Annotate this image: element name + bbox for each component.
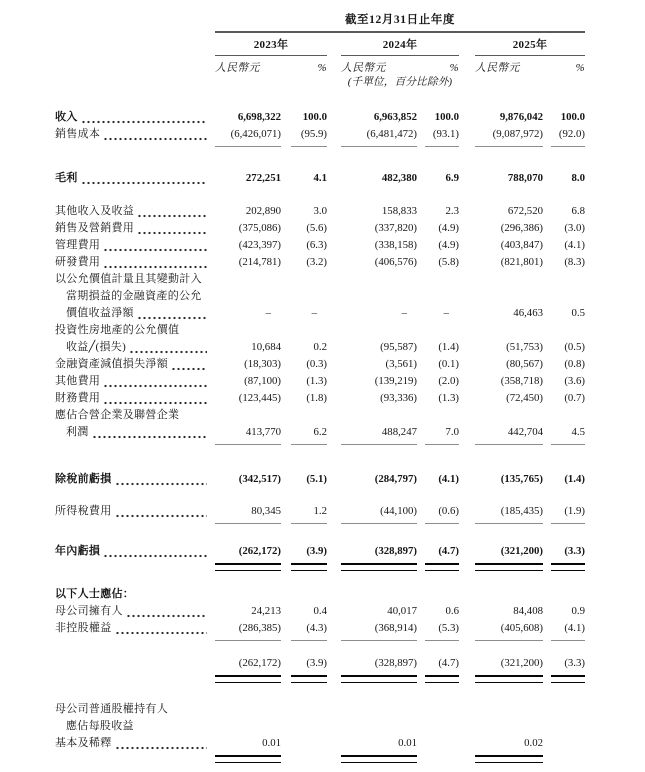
value-cell: –	[401, 307, 407, 319]
subheader-row	[55, 56, 645, 75]
value-cell: (375,086)	[238, 222, 281, 234]
row-label	[55, 126, 215, 143]
value-cell: 80,345	[215, 503, 281, 520]
value-cell: (93,336)	[380, 392, 417, 404]
currency-label-2023: 人民幣元	[215, 62, 260, 74]
value-cell: 6,963,852	[373, 111, 417, 123]
leader-dots	[103, 137, 207, 141]
value-cell: (262,172)	[215, 543, 281, 560]
row-label	[55, 170, 215, 187]
value-cell: (4.3)	[291, 620, 327, 637]
percent-label-2024: %	[449, 62, 459, 74]
value-cell: (1.8)	[306, 392, 327, 404]
row-label	[55, 407, 215, 441]
row-label-text: 當期損益的金融資產的公允	[66, 290, 202, 302]
value-cell: 10,684	[251, 341, 281, 353]
row-label	[55, 237, 215, 254]
value-cell: 0.6	[445, 605, 459, 617]
leader-dots	[126, 614, 207, 618]
value-cell: (1.9)	[551, 503, 585, 520]
year-header-2023: 2023年	[215, 38, 327, 56]
value-cell: (328,897)	[341, 655, 417, 672]
value-cell: 6.2	[291, 424, 327, 441]
value-cell: (337,820)	[374, 222, 417, 234]
row-label	[55, 322, 215, 356]
value-cell: 0.01	[341, 735, 417, 752]
row-label	[55, 203, 215, 220]
value-cell: (2.0)	[438, 375, 459, 387]
row-label-text: 所得稅費用	[55, 505, 112, 517]
table-row	[55, 655, 645, 672]
table-row	[55, 503, 645, 520]
value-cell: (423,397)	[238, 239, 281, 251]
leader-dots	[103, 248, 207, 252]
row-label	[55, 471, 215, 488]
value-cell: 6.8	[571, 205, 585, 217]
value-cell: 482,380	[381, 172, 417, 184]
row-label-line	[55, 718, 215, 735]
value-cell: 1.2	[291, 503, 327, 520]
row-label	[55, 109, 215, 126]
value-cell: (44,100)	[341, 503, 417, 520]
value-cell: (1.4)	[438, 341, 459, 353]
row-label	[55, 701, 215, 735]
row-label-line	[55, 254, 215, 271]
leader-dots	[137, 316, 207, 320]
table-row	[55, 603, 645, 620]
value-cell: (214,781)	[238, 256, 281, 268]
value-cell: (6,481,472)	[341, 126, 417, 143]
value-cell: (4.7)	[425, 655, 459, 672]
value-cell: (135,765)	[500, 473, 543, 485]
year-header-2025: 2025年	[475, 38, 585, 56]
row-label	[55, 373, 215, 390]
value-cell: (95,587)	[380, 341, 417, 353]
row-label-line	[55, 701, 215, 718]
row-label-text: 非控股權益	[55, 622, 112, 634]
leader-dots	[137, 231, 207, 235]
row-label	[55, 254, 215, 271]
row-label-text: 母公司普通股權持有人	[55, 703, 168, 715]
value-cell: (5.1)	[306, 473, 327, 485]
unit-note-row	[55, 75, 645, 90]
value-cell: (0.5)	[564, 341, 585, 353]
value-cell: (3.6)	[564, 375, 585, 387]
value-cell: (93.1)	[425, 126, 459, 143]
table-row	[55, 356, 645, 373]
value-cell: 40,017	[387, 605, 417, 617]
table-row	[55, 109, 645, 126]
row-label	[55, 620, 215, 637]
row-label-line	[55, 322, 215, 339]
leader-dots	[103, 265, 207, 269]
value-cell: (286,385)	[215, 620, 281, 637]
row-label-text: 其他收入及收益	[55, 205, 135, 217]
value-cell: (9,087,972)	[475, 126, 543, 143]
row-label-line	[55, 471, 215, 488]
row-label-line	[55, 503, 215, 520]
row-label-line	[55, 603, 215, 620]
leader-dots	[103, 554, 207, 558]
value-cell: (328,897)	[341, 543, 417, 560]
table-row	[55, 220, 645, 237]
leader-dots	[115, 514, 208, 518]
table-row	[55, 586, 645, 603]
row-label-line	[55, 237, 215, 254]
row-label-line	[55, 586, 215, 603]
value-cell: (0.3)	[306, 358, 327, 370]
row-label	[55, 271, 215, 322]
value-cell: (18,303)	[244, 358, 281, 370]
table-row	[55, 322, 645, 356]
row-label-line	[55, 543, 215, 560]
leader-dots	[129, 350, 207, 354]
value-cell: 0.01	[215, 735, 281, 752]
row-label-text: 研發費用	[55, 256, 101, 268]
value-cell: 0.02	[475, 735, 543, 752]
row-label-line	[55, 373, 215, 390]
value-cell: 272,251	[245, 172, 281, 184]
row-label	[55, 356, 215, 373]
row-label-text: 毛利	[55, 172, 78, 184]
row-label-text: 年內虧損	[55, 545, 101, 557]
leader-dots	[81, 120, 207, 124]
row-label-line	[55, 126, 215, 143]
value-cell: 788,070	[507, 172, 543, 184]
value-cell: 2.3	[445, 205, 459, 217]
value-cell: 0.4	[313, 605, 327, 617]
value-cell: 6.9	[445, 172, 459, 184]
row-label	[55, 220, 215, 237]
row-label-text: 應佔合營企業及聯營企業	[55, 409, 180, 421]
value-cell: 4.1	[313, 172, 327, 184]
row-label	[55, 390, 215, 407]
row-label-line	[55, 170, 215, 187]
row-label	[55, 735, 215, 752]
value-cell: (338,158)	[374, 239, 417, 251]
currency-label-2024: 人民幣元	[341, 62, 386, 74]
value-cell: (321,200)	[475, 655, 543, 672]
row-label-text: 基本及稀釋	[55, 737, 112, 749]
value-cell: (3.3)	[551, 655, 585, 672]
table-row	[55, 407, 645, 441]
value-cell: (5.8)	[438, 256, 459, 268]
value-cell: (342,517)	[238, 473, 281, 485]
leader-dots	[115, 482, 208, 486]
table-row	[55, 471, 645, 488]
leader-dots	[92, 435, 207, 439]
value-cell: (87,100)	[244, 375, 281, 387]
value-cell: (296,386)	[500, 222, 543, 234]
row-label-line	[55, 220, 215, 237]
value-cell: –	[443, 307, 449, 319]
value-cell: 0.2	[313, 341, 327, 353]
value-cell: 9,876,042	[499, 111, 543, 123]
row-label-line	[55, 407, 215, 424]
value-cell: 100.0	[302, 111, 327, 123]
value-cell: (0.8)	[564, 358, 585, 370]
value-cell: (406,576)	[374, 256, 417, 268]
value-cell: (4.7)	[425, 543, 459, 560]
value-cell: 4.5	[551, 424, 585, 441]
row-label-text: 銷售及營銷費用	[55, 222, 135, 234]
value-cell: (368,914)	[341, 620, 417, 637]
row-label-text: 除稅前虧損	[55, 473, 112, 485]
row-label-text: 價值收益淨額	[66, 307, 134, 319]
row-label-text: 財務費用	[55, 392, 101, 404]
leader-dots	[103, 384, 207, 388]
value-cell: (405,608)	[475, 620, 543, 637]
value-cell: 158,833	[381, 205, 417, 217]
value-cell: 442,704	[475, 424, 543, 441]
value-cell: (3,561)	[385, 358, 417, 370]
row-label-line	[55, 356, 215, 373]
value-cell: 413,770	[215, 424, 281, 441]
value-cell: (123,445)	[238, 392, 281, 404]
row-label	[55, 503, 215, 520]
value-cell: (139,219)	[374, 375, 417, 387]
value-cell: (3.3)	[551, 543, 585, 560]
row-label-text: 母公司擁有人	[55, 605, 123, 617]
table-row	[55, 126, 645, 143]
value-cell: (5.3)	[425, 620, 459, 637]
value-cell: 46,463	[513, 307, 543, 319]
row-label-line	[55, 735, 215, 752]
row-label-line	[55, 620, 215, 637]
row-label-line	[55, 305, 215, 322]
year-header-2024: 2024年	[341, 38, 459, 56]
value-cell: (4.1)	[564, 239, 585, 251]
value-cell: 7.0	[425, 424, 459, 441]
leader-dots	[81, 181, 207, 185]
row-label-text: 收益╱(損失)	[66, 341, 127, 353]
row-label-text: 管理費用	[55, 239, 101, 251]
row-label-line	[55, 288, 215, 305]
row-label	[55, 603, 215, 620]
percent-label-2023: %	[317, 62, 327, 74]
table-row	[55, 543, 645, 560]
value-cell: (821,801)	[500, 256, 543, 268]
value-cell: (6,426,071)	[215, 126, 281, 143]
row-label-text: 以下人士應佔：	[55, 588, 135, 600]
value-cell: 488,247	[341, 424, 417, 441]
value-cell: 84,408	[513, 605, 543, 617]
value-cell: (1.3)	[306, 375, 327, 387]
value-cell: (1.3)	[438, 392, 459, 404]
value-cell: (51,753)	[506, 341, 543, 353]
value-cell: (0.6)	[425, 503, 459, 520]
value-cell: (262,172)	[215, 655, 281, 672]
value-cell: 0.5	[571, 307, 585, 319]
unit-note: (千單位，百分比除外)	[347, 77, 453, 88]
table-header	[55, 13, 645, 90]
value-cell: (4.1)	[551, 620, 585, 637]
value-cell: (4.1)	[438, 473, 459, 485]
table-row	[55, 701, 645, 735]
row-label-line	[55, 109, 215, 126]
table-row	[55, 254, 645, 271]
currency-label-2025: 人民幣元	[475, 62, 520, 74]
value-cell: (284,797)	[374, 473, 417, 485]
value-cell: (403,847)	[500, 239, 543, 251]
value-cell: (72,450)	[506, 392, 543, 404]
value-cell: (4.9)	[438, 222, 459, 234]
row-label-text: 應佔每股收益	[66, 720, 134, 732]
row-label-line	[55, 390, 215, 407]
row-label	[55, 586, 215, 603]
value-cell: (185,435)	[475, 503, 543, 520]
table-row	[55, 170, 645, 187]
table-row	[55, 620, 645, 637]
row-label-text: 利潤	[66, 426, 89, 438]
table-row	[55, 390, 645, 407]
table-body	[55, 109, 645, 752]
row-label-line	[55, 424, 215, 441]
value-cell: (3.9)	[291, 655, 327, 672]
leader-dots	[137, 214, 207, 218]
value-cell: (3.0)	[564, 222, 585, 234]
value-cell: (5.6)	[306, 222, 327, 234]
value-cell: (1.4)	[564, 473, 585, 485]
value-cell: (8.3)	[564, 256, 585, 268]
value-cell: (358,718)	[500, 375, 543, 387]
row-label-line	[55, 271, 215, 288]
value-cell: 24,213	[251, 605, 281, 617]
value-cell: (95.9)	[291, 126, 327, 143]
period-title: 截至12月31日止年度	[215, 13, 585, 33]
value-cell: 6,698,322	[237, 111, 281, 123]
table-row	[55, 271, 645, 322]
row-label-text: 以公允價值計量且其變動計入	[55, 273, 202, 285]
table-row	[55, 735, 645, 752]
value-cell: 672,520	[507, 205, 543, 217]
leader-dots	[115, 631, 208, 635]
value-cell: –	[265, 307, 271, 319]
row-label	[55, 543, 215, 560]
table-row	[55, 373, 645, 390]
value-cell: (6.3)	[306, 239, 327, 251]
year-header-row	[55, 33, 645, 56]
leader-dots	[115, 746, 208, 750]
leader-dots	[103, 401, 207, 405]
row-label-line	[55, 203, 215, 220]
value-cell: 8.0	[571, 172, 585, 184]
row-label-text: 金融資產減值損失淨額	[55, 358, 168, 370]
row-label-text: 其他費用	[55, 375, 101, 387]
row-label-line	[55, 339, 215, 356]
value-cell: (0.7)	[564, 392, 585, 404]
value-cell: –	[311, 307, 317, 319]
value-cell: (3.2)	[306, 256, 327, 268]
table-row	[55, 203, 645, 220]
value-cell: 202,890	[245, 205, 281, 217]
value-cell: (321,200)	[475, 543, 543, 560]
percent-label-2025: %	[575, 62, 585, 74]
row-label-text: 銷售成本	[55, 128, 101, 140]
value-cell: (0.1)	[438, 358, 459, 370]
value-cell: 0.9	[571, 605, 585, 617]
leader-dots	[171, 367, 207, 371]
value-cell: (4.9)	[438, 239, 459, 251]
value-cell: 100.0	[560, 111, 585, 123]
value-cell: (92.0)	[551, 126, 585, 143]
period-header-row	[55, 13, 645, 33]
value-cell: 100.0	[434, 111, 459, 123]
value-cell: (3.9)	[291, 543, 327, 560]
value-cell: 3.0	[313, 205, 327, 217]
row-label-text: 收入	[55, 111, 78, 123]
value-cell: (80,567)	[506, 358, 543, 370]
table-row	[55, 237, 645, 254]
row-label-text: 投資性房地產的公允價值	[55, 324, 180, 336]
